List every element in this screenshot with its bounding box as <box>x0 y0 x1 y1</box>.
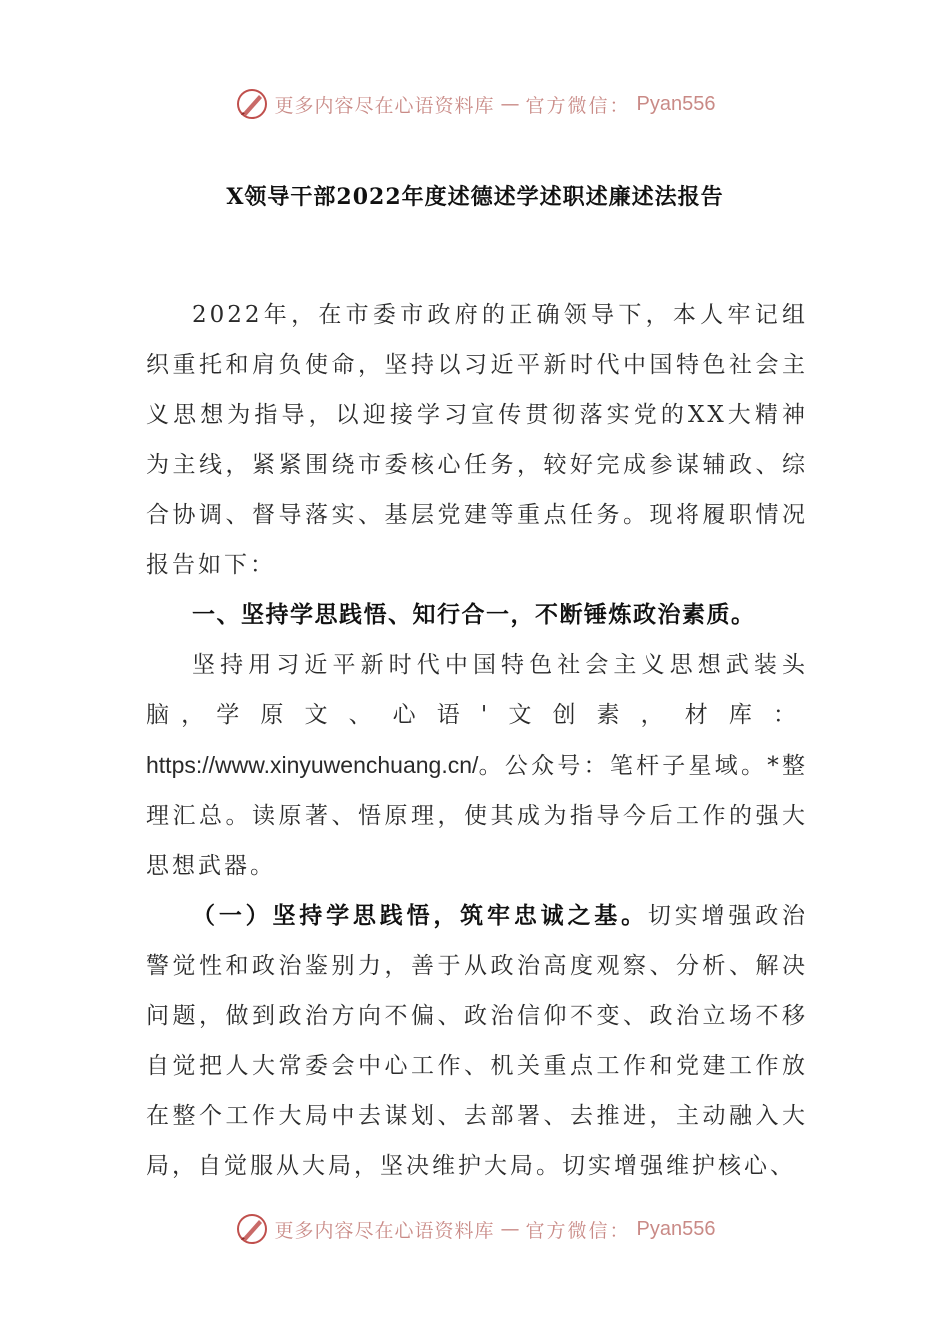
watermark-promo-text: 更多内容尽在心语资料库 <box>274 94 495 117</box>
watermark-wechat-label: 官方微信： <box>525 1219 631 1242</box>
section-paragraph-part2: 。公众号：笔杆子星域。*整理汇总。读原著、悟原理，使其成为指导今后工作的强大思想武器。 <box>146 753 808 879</box>
watermark-promo-text: 更多内容尽在心语资料库 <box>274 1219 495 1242</box>
resource-url-link[interactable]: https://www.xinyuwenchuang.cn/ <box>146 752 479 778</box>
section-paragraph <box>146 640 808 891</box>
subsection-paragraph <box>146 891 808 1191</box>
document-body <box>146 290 808 1191</box>
pen-circle-logo-icon <box>235 1212 269 1246</box>
watermark-banner-bottom <box>0 1209 950 1249</box>
watermark-separator: — <box>500 1218 520 1240</box>
watermark-separator: — <box>500 93 520 115</box>
pen-circle-logo-icon <box>235 87 269 121</box>
section-heading: 一、坚持学思践悟、知行合一，不断锤炼政治素质。 <box>192 601 756 628</box>
section-paragraph-spaced: 学原文、心语'文创素，材库： <box>216 702 809 728</box>
section-paragraph-part1: 坚持用习近平新时代中国特色社会主义思想武装头脑， <box>146 652 808 728</box>
document-title: X领导干部2022年度述德述学述职述廉述法报告 <box>226 184 724 210</box>
watermark-wechat-label: 官方微信： <box>525 94 631 117</box>
watermark-banner-top <box>0 84 950 124</box>
subsection-text: 切实增强政治警觉性和政治鉴别力，善于从政治高度观察、分析、解决问题，做到政治方向不偏、政治信仰不变、政治立场不移自觉把人大常委会中心工作、机关重点工作和党建工作放在整个工作大局中去谋划、去部署、去推进，主动融入大局，自觉服从大局，坚决维护大局。切实增强维护核心、 <box>146 903 809 1179</box>
intro-paragraph: 2022年，在市委市政府的正确领导下，本人牢记组织重托和肩负使命，坚持以习近平新时代中国特色社会主义思想为指导，以迎接学习宣传贯彻落实党的XX大精神为主线，紧紧围绕市委核心任务，较好完成参谋辅政、综合协调、督导落实、基层党建等重点任务。现将履职情况报告如下： <box>146 302 808 578</box>
watermark-wechat-handle: Pyan556 <box>636 92 716 115</box>
subsection-lead: （一）坚持学思践悟，筑牢忠诚之基。 <box>192 902 648 929</box>
watermark-wechat-handle: Pyan556 <box>636 1217 716 1240</box>
